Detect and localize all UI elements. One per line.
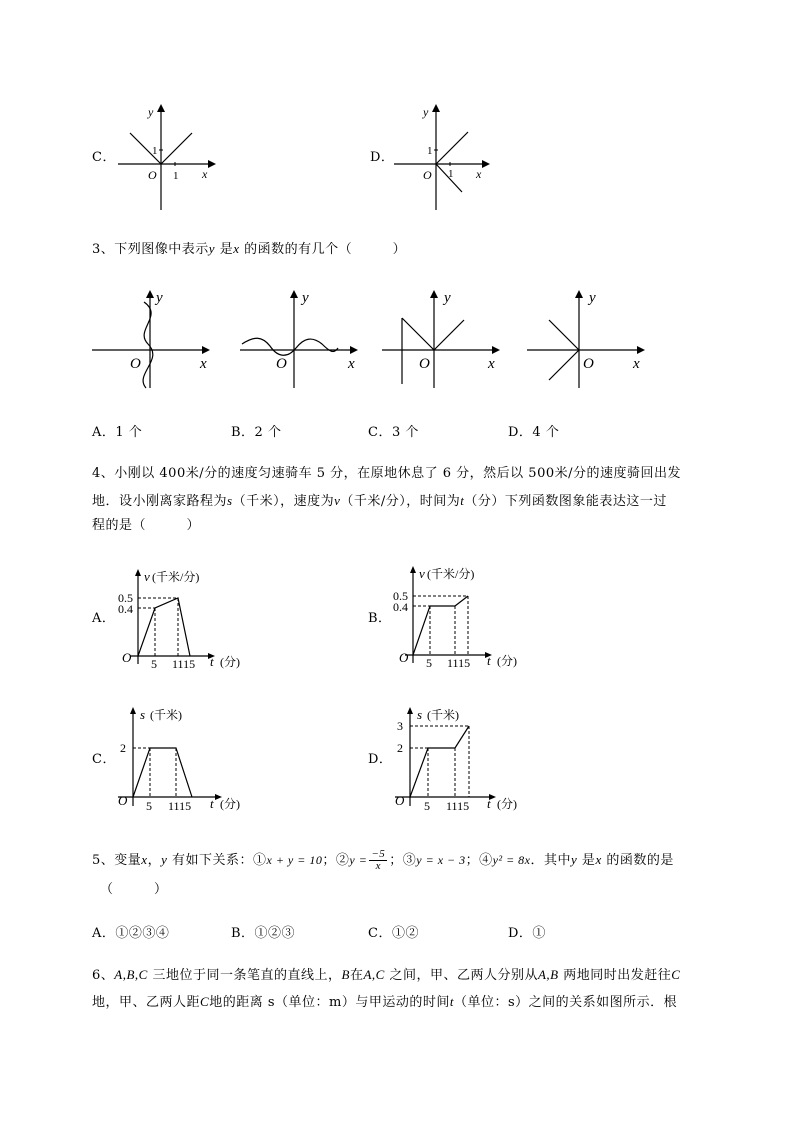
q5-fraction-denominator: x bbox=[375, 860, 381, 872]
q4b-x-unit: (分) bbox=[497, 654, 517, 668]
q3g1-origin-label: O bbox=[130, 356, 141, 372]
q5-stem-g: 是 bbox=[577, 853, 596, 868]
q4-option-d-label: D． bbox=[368, 752, 393, 767]
q6-t: t bbox=[449, 994, 454, 1009]
q3-stem-c: 的函数的有几个（ ） bbox=[239, 242, 407, 257]
q2-option-c-label: C． bbox=[92, 150, 116, 165]
q5-stem-f: ．其中 bbox=[530, 853, 572, 868]
q4b-tick-x-1115: 1115 bbox=[447, 656, 471, 670]
q3-graph-2 bbox=[238, 282, 368, 392]
q6-line-2-c: （单位：s）之间的关系如图所示．根 bbox=[453, 995, 678, 1010]
q4-line-2-a: 地．设小刚离家路程为 bbox=[92, 494, 228, 509]
q4d-tick-x-5: 5 bbox=[424, 799, 430, 813]
q3-graph-3 bbox=[380, 282, 510, 392]
q3-graph-1 bbox=[90, 282, 220, 392]
q4-option-c-graph bbox=[110, 700, 260, 815]
q4-line-1: 4、小刚以 400米/分的速度匀速骑车 5 分，在原地休息了 6 分，然后以 500米/分的速度骑回出发 bbox=[92, 466, 681, 481]
q3-stem-a: 3、下列图像中表示 bbox=[92, 242, 209, 257]
q3g4-origin-label: O bbox=[583, 356, 594, 372]
q2c-x-label: x bbox=[202, 167, 208, 181]
q2-option-d-label: D． bbox=[370, 150, 395, 165]
q4a-origin: O bbox=[122, 650, 132, 665]
q5-relation-4: y² = 8x bbox=[492, 853, 531, 867]
q6-line-1-c: 之间，甲、乙两人分别从 bbox=[384, 968, 538, 983]
q5-y-var-2: y bbox=[571, 852, 578, 867]
q5-stem-h: 的函数的是 bbox=[601, 853, 674, 868]
q5-relation-1: x + y = 10 bbox=[266, 853, 323, 867]
q4-v-var: v bbox=[334, 493, 341, 508]
q4-line-2-d: （分）下列函数图象能表达这一过 bbox=[464, 494, 667, 509]
q4-line-2 bbox=[92, 493, 667, 510]
q5-stem-d: ；③ bbox=[389, 853, 417, 868]
q4a-x-unit: (分) bbox=[220, 655, 240, 669]
q5-option-d: D．① bbox=[508, 926, 546, 941]
q4-s-var: s bbox=[227, 493, 233, 508]
q2d-x-label: x bbox=[476, 167, 482, 181]
q5-option-a: A．①②③④ bbox=[92, 926, 170, 941]
q5-stem-b: 有如下关系：① bbox=[167, 853, 267, 868]
q2c-tick-y-1: 1 bbox=[152, 145, 158, 157]
q6-b: B bbox=[341, 967, 350, 982]
q4d-tick-y-2: 2 bbox=[397, 741, 403, 755]
q3-option-d: D．4 个 bbox=[508, 425, 560, 440]
q5-stem bbox=[92, 849, 674, 872]
q4a-y-var: v bbox=[144, 569, 150, 584]
q3-graph-4 bbox=[525, 282, 655, 392]
q4a-tick-x-5: 5 bbox=[151, 657, 157, 671]
q4c-y-var: s bbox=[140, 707, 146, 722]
q3g4-x-label: x bbox=[633, 356, 640, 372]
q4c-x-unit: (分) bbox=[220, 797, 240, 811]
q3g4-y-label: y bbox=[589, 290, 596, 306]
q5-option-b: B．①②③ bbox=[231, 926, 296, 941]
q5-relation-2-fraction bbox=[369, 849, 387, 872]
q4c-tick-x-1115: 1115 bbox=[168, 799, 192, 813]
q3g1-x-label: x bbox=[200, 356, 207, 372]
q4d-y-var: s bbox=[417, 707, 423, 722]
q4c-y-unit: (千米) bbox=[150, 708, 182, 722]
q5-stem-c: ；② bbox=[322, 853, 350, 868]
q4d-origin: O bbox=[395, 793, 405, 808]
q6-ac: A,C bbox=[363, 967, 385, 982]
q4c-tick-x-5: 5 bbox=[146, 799, 152, 813]
q3g1-y-label: y bbox=[156, 290, 163, 306]
q4-line-2-b: （千米），速度为 bbox=[232, 494, 335, 509]
q4-option-d-graph bbox=[385, 700, 535, 815]
q4b-tick-y-04: 0.4 bbox=[393, 600, 408, 614]
q3g3-origin-label: O bbox=[419, 356, 430, 372]
q4a-tick-y-04: 0.4 bbox=[118, 602, 133, 616]
q5-sep: ， bbox=[147, 853, 162, 868]
q5-stem-e: ；④ bbox=[465, 853, 493, 868]
q5-stem-a: 5、变量 bbox=[92, 853, 142, 868]
q6-line-2-a: 地，甲、乙两人距 bbox=[92, 995, 201, 1010]
q4b-x-var: t bbox=[487, 653, 491, 668]
q4a-tick-y-05: 0.5 bbox=[118, 591, 133, 605]
q3-option-a: A．1 个 bbox=[92, 425, 143, 440]
q6-line-1-d: 两地同时出发赶往 bbox=[558, 968, 672, 983]
q3g3-x-label: x bbox=[488, 356, 495, 372]
q4-line-3: 程的是（ ） bbox=[92, 518, 201, 533]
q5-y-var: y bbox=[161, 852, 168, 867]
q4-option-b-graph bbox=[385, 559, 535, 671]
q6-ab: A,B bbox=[537, 967, 559, 982]
q6-line-2 bbox=[92, 994, 677, 1011]
q5-fraction-numerator: −5 bbox=[371, 848, 386, 860]
q4a-x-var: t bbox=[210, 654, 214, 669]
q4b-y-unit: (千米/分) bbox=[427, 567, 475, 581]
q6-line-2-b: 地的距离 s（单位：m）与甲运动的时间 bbox=[209, 995, 450, 1010]
q6-line-1-a: 三地位于同一条笔直的直线上， bbox=[147, 968, 342, 983]
q2c-origin-label: O bbox=[148, 168, 157, 182]
q3g2-x-label: x bbox=[348, 356, 355, 372]
q4c-x-var: t bbox=[210, 796, 214, 811]
q6-line-1-b: 在 bbox=[349, 968, 364, 983]
q6-c-2: C bbox=[200, 994, 210, 1009]
q4-option-c-label: C． bbox=[92, 752, 116, 767]
q4d-y-unit: (千米) bbox=[427, 708, 459, 722]
q4a-tick-x-1115: 1115 bbox=[172, 657, 196, 671]
q4d-tick-x-1115: 1115 bbox=[446, 799, 470, 813]
q2c-tick-x-1: 1 bbox=[173, 170, 179, 182]
q3-stem bbox=[92, 241, 406, 258]
q3-x-var: x bbox=[233, 241, 240, 256]
q3-y-var: y bbox=[208, 241, 216, 256]
q4c-tick-y-2: 2 bbox=[120, 741, 126, 755]
q2-option-c-graph bbox=[112, 100, 222, 215]
q3g3-y-label: y bbox=[444, 290, 451, 306]
q4-t-var: t bbox=[460, 493, 465, 508]
q4c-origin: O bbox=[118, 793, 128, 808]
q6-line-1 bbox=[92, 967, 680, 984]
q4b-tick-x-5: 5 bbox=[426, 656, 432, 670]
q4-option-a-label: A． bbox=[92, 611, 116, 626]
q2c-y-label: y bbox=[148, 105, 154, 119]
q4d-x-unit: (分) bbox=[497, 797, 517, 811]
q5-blank: （ ） bbox=[100, 882, 168, 897]
q2d-origin-label: O bbox=[423, 168, 432, 182]
q6-abc: A,B,C bbox=[114, 967, 148, 982]
q3g2-y-label: y bbox=[302, 290, 309, 306]
q5-relation-3: y = x − 3 bbox=[416, 853, 466, 867]
q4-line-2-c: （千米/分），时间为 bbox=[340, 494, 461, 509]
q4b-tick-y-05: 0.5 bbox=[393, 589, 408, 603]
q4d-tick-y-3: 3 bbox=[397, 719, 403, 733]
q5-x-var: x bbox=[141, 852, 148, 867]
q5-x-var-2: x bbox=[595, 852, 602, 867]
q3-option-c: C．3 个 bbox=[368, 425, 419, 440]
q4a-y-unit: (千米/分) bbox=[152, 570, 200, 584]
q2d-tick-x-1: 1 bbox=[448, 168, 454, 180]
q2-option-d-graph bbox=[388, 100, 498, 215]
q3g2-origin-label: O bbox=[276, 356, 287, 372]
q4b-origin: O bbox=[399, 650, 409, 665]
q4b-y-var: v bbox=[419, 566, 425, 581]
q2d-tick-y-1: 1 bbox=[427, 145, 433, 157]
q6-num: 6、 bbox=[92, 968, 115, 983]
q4-option-b-label: B． bbox=[368, 611, 392, 626]
q6-c: C bbox=[671, 967, 681, 982]
q4d-x-var: t bbox=[487, 796, 491, 811]
q5-option-c: C．①② bbox=[368, 926, 419, 941]
q3-stem-b: 是 bbox=[215, 242, 234, 257]
q5-relation-2-lhs: y = bbox=[349, 853, 368, 867]
q3-option-b: B．2 个 bbox=[231, 425, 282, 440]
q4-option-a-graph bbox=[110, 562, 260, 672]
q2d-y-label: y bbox=[423, 105, 429, 119]
